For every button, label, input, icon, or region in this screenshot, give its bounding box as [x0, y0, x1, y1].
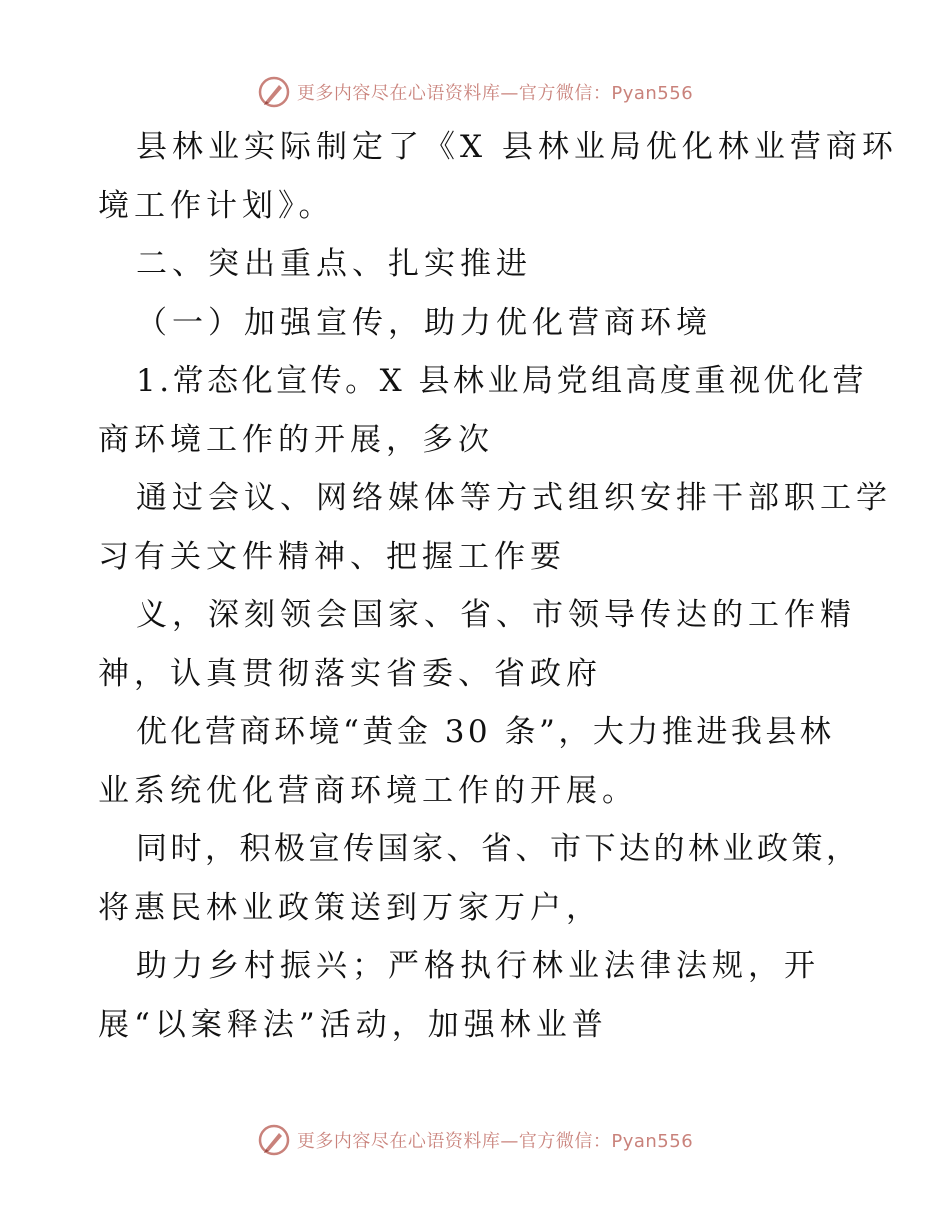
- paragraph-line: 通过会议、网络媒体等方式组织安排干部职工学: [136, 480, 892, 516]
- paragraph-line: 境工作计划》。: [98, 187, 335, 224]
- watermark-text: 更多内容尽在心语资料库—官方微信：Pyan556: [296, 83, 694, 104]
- paragraph-line: 业系统优化营商环境工作的开展。: [98, 772, 638, 809]
- section-heading: 二、突出重点、扎实推进: [136, 246, 532, 282]
- paragraph-line: 县林业实际制定了《X 县林业局优化林业营商环: [136, 129, 898, 165]
- subsection-heading: （一）加强宣传，助力优化营商环境: [136, 304, 712, 341]
- header-watermark: [0, 72, 950, 112]
- paragraph-line: 展“以案释法”活动，加强林业普: [98, 1006, 608, 1043]
- watermark-text: 更多内容尽在心语资料库—官方微信：Pyan556: [296, 1131, 694, 1152]
- quill-pen-logo-icon: [257, 1123, 291, 1157]
- paragraph-line: 优化营商环境“黄金 30 条”，大力推进我县林: [136, 714, 835, 750]
- paragraph-line: 将惠民林业政策送到万家万户，: [98, 889, 602, 926]
- paragraph-line: 义，深刻领会国家、省、市领导传达的工作精: [136, 597, 856, 633]
- paragraph-line: 习有关文件精神、把握工作要: [98, 538, 566, 575]
- quill-pen-logo-icon: [257, 75, 291, 109]
- paragraph-line: 助力乡村振兴；严格执行林业法律法规，开: [136, 948, 820, 984]
- paragraph-line: 商环境工作的开展，多次: [98, 421, 494, 458]
- paragraph-line: 神，认真贯彻落实省委、省政府: [98, 655, 602, 692]
- paragraph-line: 1.常态化宣传。X 县林业局党组高度重视优化营: [136, 363, 867, 399]
- footer-watermark: [0, 1120, 950, 1160]
- paragraph-line: 同时，积极宣传国家、省、市下达的林业政策，: [136, 831, 861, 867]
- document-body: [98, 118, 898, 1054]
